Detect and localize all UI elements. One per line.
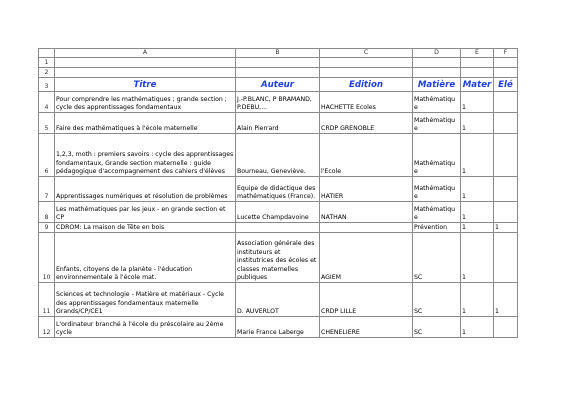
cell-auteur[interactable]: D. AUVERLOT (236, 283, 320, 317)
cell[interactable] (461, 68, 494, 78)
column-header-b[interactable]: B (236, 49, 320, 58)
cell[interactable] (320, 68, 413, 78)
column-header-d[interactable]: D (413, 49, 461, 58)
cell-mater[interactable]: 1 (461, 283, 494, 317)
row-number[interactable]: 8 (39, 202, 55, 223)
table-row (39, 317, 518, 338)
cell-auteur[interactable] (236, 223, 320, 233)
cell-matiere[interactable]: Mathématiqu e (413, 113, 461, 134)
cell-matiere[interactable]: Prévention (413, 223, 461, 233)
column-header-e[interactable]: E (461, 49, 494, 58)
cell-mater[interactable]: 1 (461, 202, 494, 223)
cell-titre[interactable]: Apprentissages numériques et résolution de problèmes (55, 177, 236, 202)
table-row (39, 113, 518, 134)
cell-auteur[interactable]: Equipe de didactique des mathématiques (France). (236, 177, 320, 202)
table-row (39, 233, 518, 283)
header-auteur[interactable]: Auteur (236, 78, 320, 92)
row-number[interactable]: 9 (39, 223, 55, 233)
cell-auteur[interactable]: J.-P.BLANC, P BRAMAND, P.DEBU,... (236, 92, 320, 113)
cell-auteur[interactable]: Alain Pierrard (236, 113, 320, 134)
row-number[interactable]: 5 (39, 113, 55, 134)
cell-ele[interactable] (494, 317, 518, 338)
cell-ele[interactable] (494, 134, 518, 177)
cell-mater[interactable]: 1 (461, 233, 494, 283)
cell[interactable] (494, 68, 518, 78)
cell-auteur[interactable]: Bourneau, Geneviève. (236, 134, 320, 177)
cell-ele[interactable] (494, 177, 518, 202)
column-header-row (39, 49, 518, 58)
row-number[interactable]: 11 (39, 283, 55, 317)
cell-matiere[interactable]: Mathématiqu e (413, 202, 461, 223)
cell-mater[interactable]: 1 (461, 113, 494, 134)
header-ele[interactable]: Elé (494, 78, 518, 92)
cell-edition[interactable]: AGIEM (320, 233, 413, 283)
cell-matiere[interactable]: SC (413, 283, 461, 317)
cell-ele[interactable] (494, 233, 518, 283)
cell-matiere[interactable]: Mathématiqu e (413, 134, 461, 177)
cell-matiere[interactable]: Mathématiqu e (413, 177, 461, 202)
sheet-row-1 (39, 58, 518, 68)
cell-titre[interactable]: Sciences et technologie - Matière et matériaux - Cycle des apprentissages fondamentaux maternelle Grands/CP/CE1 (55, 283, 236, 317)
cell-edition[interactable]: CRDP GRENOBLE (320, 113, 413, 134)
table-row (39, 223, 518, 233)
cell[interactable] (461, 58, 494, 68)
cell-edition[interactable]: CRDP LILLE (320, 283, 413, 317)
cell-ele[interactable] (494, 92, 518, 113)
cell-auteur[interactable]: Marie France Laberge (236, 317, 320, 338)
cell[interactable] (413, 58, 461, 68)
cell-titre[interactable]: CDROM: La maison de Tête en bois (55, 223, 236, 233)
header-matiere[interactable]: Matière (413, 78, 461, 92)
cell-edition[interactable]: NATHAN (320, 202, 413, 223)
cell[interactable] (55, 68, 236, 78)
header-titre[interactable]: Titre (55, 78, 236, 92)
row-number[interactable]: 7 (39, 177, 55, 202)
header-row (39, 78, 518, 92)
cell-titre[interactable]: Enfants, citoyens de la planète - l'éducation environnementale à l'école mat. (55, 233, 236, 283)
cell[interactable] (236, 58, 320, 68)
cell-auteur[interactable]: Lucette Champdavoine (236, 202, 320, 223)
cell-titre[interactable]: Les mathématiques par les jeux - en grande section et CP (55, 202, 236, 223)
cell[interactable] (55, 58, 236, 68)
cell-edition[interactable]: HATIER (320, 177, 413, 202)
cell-mater[interactable]: 1 (461, 317, 494, 338)
row-number[interactable]: 6 (39, 134, 55, 177)
cell-auteur[interactable]: Association générale des instituteurs et institutrices des écoles et classes maternelles publiques (236, 233, 320, 283)
column-header-a[interactable]: A (55, 49, 236, 58)
cell[interactable] (494, 58, 518, 68)
row-number[interactable]: 4 (39, 92, 55, 113)
cell[interactable] (236, 68, 320, 78)
cell-edition[interactable]: HACHETTE Ecoles (320, 92, 413, 113)
cell[interactable] (320, 58, 413, 68)
cell-titre[interactable]: L'ordinateur branché à l'école du préscolaire au 2ème cycle (55, 317, 236, 338)
cell-mater[interactable]: 1 (461, 177, 494, 202)
sheet-row-2 (39, 68, 518, 78)
spreadsheet-grid[interactable] (38, 48, 518, 338)
row-number[interactable]: 10 (39, 233, 55, 283)
table-row (39, 202, 518, 223)
cell-edition[interactable]: CHENELIERE (320, 317, 413, 338)
column-header-c[interactable]: C (320, 49, 413, 58)
table-row (39, 134, 518, 177)
cell-edition[interactable] (320, 223, 413, 233)
cell[interactable] (413, 68, 461, 78)
column-header-f[interactable]: F (494, 49, 518, 58)
cell-ele[interactable] (494, 202, 518, 223)
cell-mater[interactable]: 1 (461, 92, 494, 113)
cell-matiere[interactable]: Mathématiqu e (413, 92, 461, 113)
header-edition[interactable]: Edition (320, 78, 413, 92)
cell-ele[interactable]: 1 (494, 223, 518, 233)
cell-mater[interactable]: 1 (461, 134, 494, 177)
table-row (39, 177, 518, 202)
cell-titre[interactable]: 1,2,3, moth : premiers savoirs : cycle des apprentissages fondamentaux, Grande section maternelle : guide pédagogique d'accompagnement des cahiers d'élèves (55, 134, 236, 177)
select-all-corner[interactable] (39, 49, 55, 58)
cell-matiere[interactable]: SC (413, 317, 461, 338)
cell-ele[interactable] (494, 113, 518, 134)
cell-mater[interactable]: 1 (461, 223, 494, 233)
table-row (39, 92, 518, 113)
row-number[interactable]: 12 (39, 317, 55, 338)
row-number[interactable]: 3 (39, 78, 55, 92)
cell-edition[interactable]: l'Ecole (320, 134, 413, 177)
table-row (39, 283, 518, 317)
cell-titre[interactable]: Faire des mathématiques à l'école maternelle (55, 113, 236, 134)
header-mater[interactable]: Mater (461, 78, 494, 92)
row-number[interactable]: 1 (39, 58, 55, 68)
cell-ele[interactable]: 1 (494, 283, 518, 317)
cell-matiere[interactable]: SC (413, 233, 461, 283)
row-number[interactable]: 2 (39, 68, 55, 78)
cell-titre[interactable]: Pour comprendre les mathématiques ; grande section ; cycle des apprentissages fondamentaux (55, 92, 236, 113)
